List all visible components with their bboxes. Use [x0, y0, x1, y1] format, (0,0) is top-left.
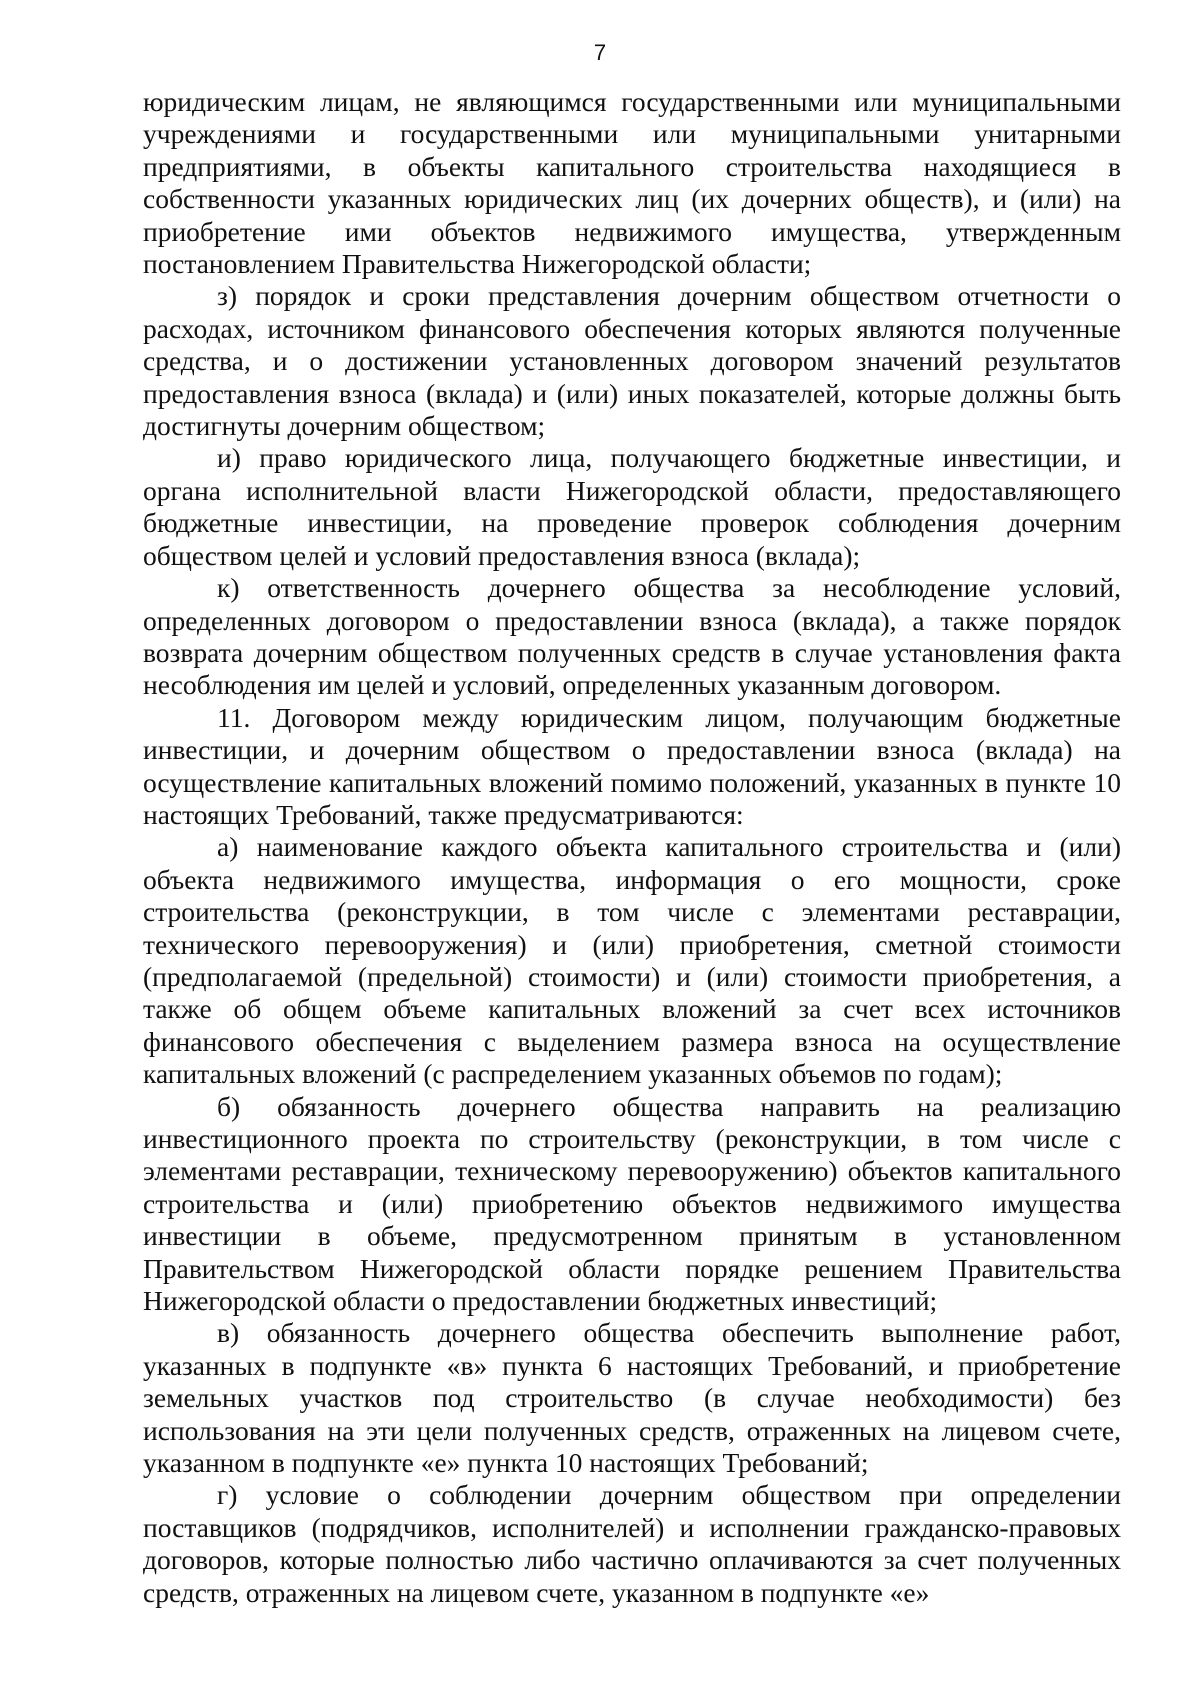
page-number: 7: [593, 40, 607, 65]
paragraph-item-v: в) обязанность дочернего общества обеспечить выполнение работ, указанных в подпункте «в» пункта 6 настоящих Требований, и приобретение земельных участков под строительство (в случае необходимости) без использования на эти цели полученных средств, отраженных на лицевом счете, указанном в подпункте «е» пункта 10 настоящих Требований;: [143, 1317, 1121, 1479]
document-body: [143, 86, 1121, 1609]
paragraph-continuation: юридическим лицам, не являющимся государственными или муниципальными учреждениями и государственными или муниципальными унитарными предприятиями, в объекты капитального строительства находящиеся в собственности указанных юридических лиц (их дочерних обществ), и (или) на приобретение ими объектов недвижимого имущества, утвержденным постановлением Правительства Нижегородской области;: [143, 86, 1121, 280]
paragraph-item-i: и) право юридического лица, получающего бюджетные инвестиции, и органа исполнительной власти Нижегородской области, предоставляющего бюджетные инвестиции, на проведение проверок соблюдения дочерним обществом целей и условий предоставления взноса (вклада);: [143, 442, 1121, 571]
paragraph-item-k: к) ответственность дочернего общества за несоблюдение условий, определенных договором о предоставлении взноса (вклада), а также порядок возврата дочерним обществом полученных средств в случае установления факта несоблюдения им целей и условий, определенных указанным договором.: [143, 572, 1121, 701]
paragraph-item-z: з) порядок и сроки представления дочерним обществом отчетности о расходах, источником финансового обеспечения которых являются полученные средства, и о достижении установленных договором значений результатов предоставления взноса (вклада) и (или) иных показателей, которые должны быть достигнуты дочерним обществом;: [143, 280, 1121, 442]
paragraph-item-b: б) обязанность дочернего общества направить на реализацию инвестиционного проекта по строительству (реконструкции, в том числе с элементами реставрации, техническому перевооружению) объектов капитального строительства и (или) приобретению объектов недвижимого имущества инвестиции в объеме, предусмотренном принятым в установленном Правительством Нижегородской области порядке решением Правительства Нижегородской области о предоставлении бюджетных инвестиций;: [143, 1090, 1121, 1317]
paragraph-item-a: а) наименование каждого объекта капитального строительства и (или) объекта недвижимого имущества, информация о его мощности, сроке строительства (реконструкции, в том числе с элементами реставрации, технического перевооружения) и (или) приобретения, сметной стоимости (предполагаемой (предельной) стоимости) и (или) стоимости приобретения, а также об общем объеме капитальных вложений за счет всех источников финансового обеспечения с выделением размера взноса на осуществление капитальных вложений (с распределением указанных объемов по годам);: [143, 831, 1121, 1090]
paragraph-clause-11: 11. Договором между юридическим лицом, получающим бюджетные инвестиции, и дочерним обществом о предоставлении взноса (вклада) на осуществление капитальных вложений помимо положений, указанных в пункте 10 настоящих Требований, также предусматриваются:: [143, 701, 1121, 830]
paragraph-item-g: г) условие о соблюдении дочерним обществом при определении поставщиков (подрядчиков, исполнителей) и исполнении гражданско-правовых договоров, которые полностью либо частично оплачиваются за счет полученных средств, отраженных на лицевом счете, указанном в подпункте «е»: [143, 1479, 1121, 1608]
